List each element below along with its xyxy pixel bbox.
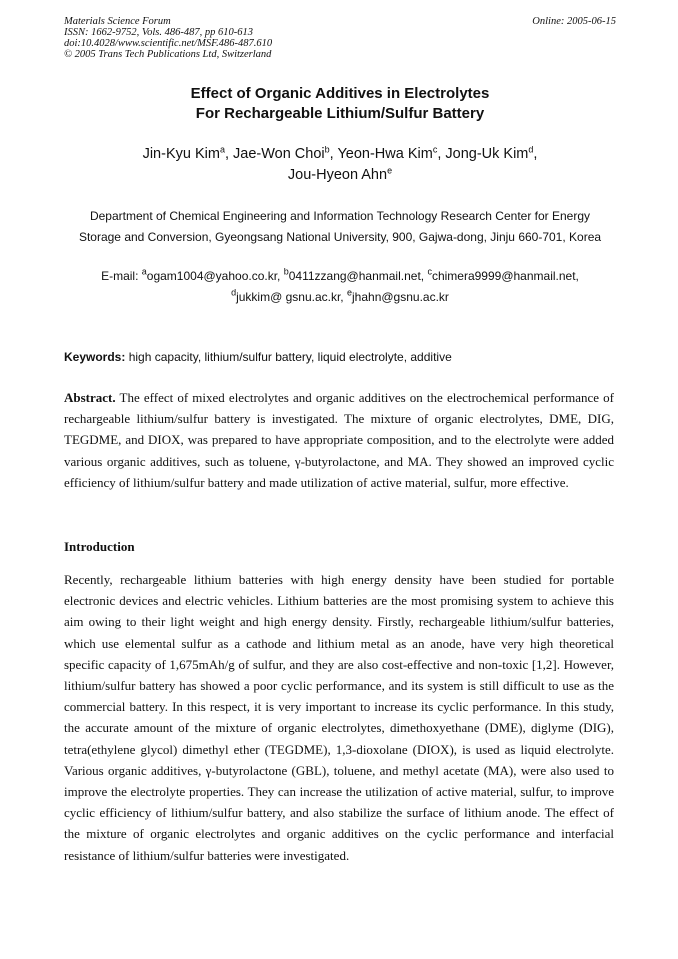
email-address: chimera9999@hanmail.net, [431, 269, 579, 283]
abstract [64, 387, 614, 493]
title-line-1: Effect of Organic Additives in Electrolytes [190, 85, 490, 102]
keywords-label: Keywords: [64, 350, 126, 364]
paper-title [64, 84, 616, 124]
author-name: Jou-Hyeon Ahn [287, 167, 388, 183]
author-list [64, 144, 616, 186]
keywords-text: high capacity, lithium/sulfur battery, liquid electrolyte, additive [125, 350, 452, 364]
abstract-label: Abstract. [64, 390, 116, 405]
keywords [64, 348, 616, 366]
author-affil-mark: b [324, 144, 330, 155]
title-line-2: For Rechargeable Lithium/Sulfur Battery [195, 105, 485, 122]
online-date: Online: 2005-06-15 [532, 16, 616, 27]
author-affil-mark: e [387, 165, 393, 176]
email-list [60, 266, 620, 308]
journal-name: Materials Science Forum [64, 16, 171, 27]
email-line-1 [60, 266, 620, 287]
publication-header [64, 16, 616, 60]
author-affil-mark: d [528, 144, 534, 155]
email-address: 0411zzang@hanmail.net, [288, 269, 428, 283]
affiliation-line-1: Department of Chemical Engineering and Information Technology Research Center for Energy [89, 209, 591, 223]
author-line-1 [64, 144, 616, 165]
author-separator: , [533, 146, 538, 162]
email-line-2 [60, 287, 620, 308]
introduction-paragraph: Recently, rechargeable lithium batteries with high energy density have been studied for portable electronic devices and electric vehicles. Lithium batteries are the most promising system to achieve this aim owing to their light weight and high energy density. Firstly, rechargeable lithium/sulfur batteries, which use elemental sulfur as a cathode and lithium metal as an anode, have very high theoretical specific capacity of 1,675mAh/g of sulfur, and they are also cost-effective and non-toxic [1,2]. However, lithium/sulfur battery has showed a poor cyclic performance, and its system is still difficult to use as the commercial battery. In this respect, it is very important to increase its cyclic performance. In this study, the accurate amount of the mixture of organic electrolytes, dimethoxyethane (DME), diglyme (DIG), tetra(ethylene glycol) dimethyl ether (TEGDME), 1,3-dioxolane (DIOX), is used as liquid electrolyte. Various organic additives, γ-butyrolactone (GBL), toluene, and methyl acetate (MA), were also used to improve the electrolyte properties. They can increase the utilization of active material, sulfur, to improve cyclic efficiency of lithium/sulfur battery, and also stabilize the surface of lithium anode. The effect of the mixture of organic electrolytes and organic additives on the cyclic performance and interfacial resistance of lithium/sulfur batteries were investigated. [64, 572, 614, 863]
author-line-2 [64, 165, 616, 186]
affiliation [60, 206, 620, 248]
email-address: jukkim@ gsnu.ac.kr, [236, 290, 347, 304]
email-mark: e [346, 287, 352, 298]
author-separator: , [224, 146, 234, 162]
copyright-line: © 2005 Trans Tech Publications Ltd, Switzerland [64, 49, 272, 60]
abstract-text: The effect of mixed electrolytes and organic additives on the electrochemical performance of rechargeable lithium/sulfur battery is investigated. The mixture of organic electrolytes, DME, DIG, TEGDME, and DIOX, was prepared to have appropriate composition, and to the electrolyte were added various organic additives, such as toluene, γ-butyrolactone, and MA. They showed an improved cyclic efficiency of lithium/sulfur battery and made utilization of active material, sulfur, more effective. [64, 390, 614, 490]
section-heading-introduction: Introduction [64, 539, 135, 554]
email-mark: d [231, 287, 237, 298]
email-mark: b [283, 266, 289, 277]
author-separator: , [437, 146, 446, 162]
doi-line: doi:10.4028/www.scientific.net/MSF.486-487.610 [64, 38, 273, 49]
author-name: Jin-Kyu Kim [142, 146, 220, 162]
author-name: Yeon-Hwa Kim [337, 146, 433, 162]
author-affil-mark: c [432, 144, 438, 155]
email-mark: a [141, 266, 147, 277]
email-mark: c [427, 266, 432, 277]
email-address: jhahn@gsnu.ac.kr [352, 290, 449, 304]
author-name: Jae-Won Choi [233, 146, 325, 162]
email-prefix: E-mail: [101, 269, 142, 283]
author-separator: , [329, 146, 338, 162]
email-address: ogam1004@yahoo.co.kr, [146, 269, 284, 283]
author-name: Jong-Uk Kim [445, 146, 529, 162]
issn-line: ISSN: 1662-9752, Vols. 486-487, pp 610-613 [64, 27, 253, 38]
author-affil-mark: a [219, 144, 225, 155]
affiliation-line-2: Storage and Conversion, Gyeongsang National University, 900, Gajwa-dong, Jinju 660-701, Korea [78, 230, 602, 244]
